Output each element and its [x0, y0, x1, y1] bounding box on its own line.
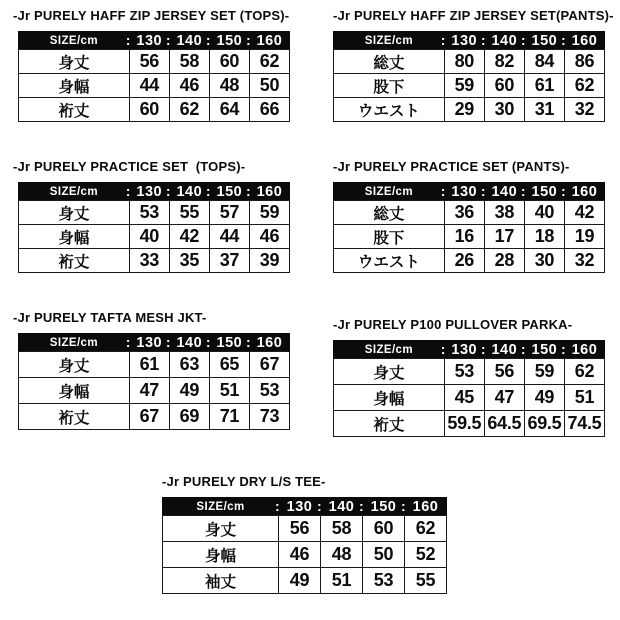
table-title: -Jr PURELY TAFTA MESH JKT-: [13, 310, 207, 325]
measurement-value-cell: 30: [484, 98, 524, 122]
size-unit-header: SIZE/cm: [334, 183, 445, 201]
size-col-header: [205, 31, 252, 50]
measurement-value-cell: 62: [404, 516, 446, 542]
measurement-value-cell: 61: [524, 74, 564, 98]
size-value: 150: [216, 32, 243, 49]
size-col-header: [560, 182, 604, 201]
table-row: [19, 225, 290, 249]
size-value: 160: [412, 498, 439, 515]
measurement-value-cell: 47: [129, 378, 169, 404]
measurement-label-cell: 身幅: [334, 385, 445, 411]
measurement-label-cell: 股下: [334, 74, 445, 98]
measurement-value-cell: 29: [444, 98, 484, 122]
measurement-value-cell: 48: [321, 542, 363, 568]
size-table-block-haff-zip-tops: [13, 8, 290, 122]
table-row: [163, 542, 447, 568]
table-row: [334, 385, 605, 411]
header-row: [19, 334, 290, 352]
size-col-header: [560, 31, 604, 50]
measurement-label-cell: 股下: [334, 225, 445, 249]
measurement-value-cell: 28: [484, 249, 524, 273]
measurement-value-cell: 73: [249, 404, 289, 430]
size-col-header: [165, 333, 212, 352]
table-row: [163, 516, 447, 542]
header-row: [19, 183, 290, 201]
size-col-header: [317, 497, 363, 516]
measurement-value-cell: 46: [279, 542, 321, 568]
table-row: [334, 98, 605, 122]
measurement-value-cell: 74.5: [564, 411, 604, 437]
measurement-value-cell: 64.5: [484, 411, 524, 437]
size-value: 150: [370, 498, 397, 515]
measurement-value-cell: 66: [249, 98, 289, 122]
colon-separator: :: [125, 31, 131, 48]
colon-separator: :: [440, 182, 446, 199]
measurement-value-cell: 42: [564, 201, 604, 225]
size-value: 160: [256, 32, 283, 49]
table-row: [19, 404, 290, 430]
table-row: [334, 359, 605, 385]
measurement-value-cell: 59.5: [444, 411, 484, 437]
colon-separator: :: [125, 182, 131, 199]
measurement-value-cell: 32: [564, 98, 604, 122]
colon-separator: :: [520, 182, 527, 199]
measurement-value-cell: 46: [169, 74, 209, 98]
size-table-block-practice-tops: [13, 159, 290, 273]
measurement-value-cell: 86: [564, 50, 604, 74]
measurement-value-cell: 58: [321, 516, 363, 542]
table-row: [19, 352, 290, 378]
colon-separator: :: [560, 340, 567, 357]
colon-separator: :: [125, 333, 131, 350]
table-title: -Jr PURELY PRACTICE SET (PANTS)-: [333, 159, 570, 174]
measurement-value-cell: 82: [484, 50, 524, 74]
measurement-value-cell: 62: [169, 98, 209, 122]
colon-separator: :: [560, 31, 567, 48]
measurement-value-cell: 30: [524, 249, 564, 273]
size-value: 130: [451, 32, 478, 49]
header-row: [163, 498, 447, 516]
measurement-value-cell: 31: [524, 98, 564, 122]
table-row: [19, 98, 290, 122]
measurement-value-cell: 51: [321, 568, 363, 594]
measurement-value-cell: 36: [444, 201, 484, 225]
colon-separator: :: [245, 31, 252, 48]
size-col-header: [205, 333, 252, 352]
measurement-value-cell: 62: [564, 74, 604, 98]
size-unit-header: SIZE/cm: [19, 183, 130, 201]
measurement-value-cell: 60: [484, 74, 524, 98]
measurement-label-cell: 身丈: [334, 359, 445, 385]
size-table-block-practice-pants: [328, 159, 605, 273]
size-col-header: [480, 182, 527, 201]
size-value: 130: [286, 498, 313, 515]
measurement-value-cell: 67: [129, 404, 169, 430]
measurement-value-cell: 69.5: [524, 411, 564, 437]
measurement-value-cell: 26: [444, 249, 484, 273]
size-col-header: [358, 497, 407, 516]
measurement-value-cell: 55: [404, 568, 446, 594]
measurement-value-cell: 53: [444, 359, 484, 385]
measurement-value-cell: 56: [484, 359, 524, 385]
header-row: [334, 32, 605, 50]
size-value: 130: [136, 334, 163, 351]
size-value: 130: [451, 183, 478, 200]
measurement-value-cell: 62: [564, 359, 604, 385]
measurement-value-cell: 33: [129, 249, 169, 273]
size-table-block-p100-pullover-parka: [328, 317, 605, 437]
measurement-value-cell: 40: [524, 201, 564, 225]
measurement-value-cell: 60: [129, 98, 169, 122]
measurement-label-cell: 身丈: [19, 50, 130, 74]
size-col-header: [125, 182, 169, 201]
measurement-value-cell: 84: [524, 50, 564, 74]
measurement-label-cell: 裄丈: [334, 411, 445, 437]
size-unit-header: SIZE/cm: [334, 32, 445, 50]
measurement-value-cell: 49: [524, 385, 564, 411]
measurement-value-cell: 58: [169, 50, 209, 74]
colon-separator: :: [520, 340, 527, 357]
measurement-value-cell: 42: [169, 225, 209, 249]
measurement-value-cell: 50: [249, 74, 289, 98]
size-col-header: [205, 182, 252, 201]
measurement-value-cell: 52: [404, 542, 446, 568]
measurement-value-cell: 56: [279, 516, 321, 542]
size-unit-header: SIZE/cm: [334, 341, 445, 359]
table-row: [334, 225, 605, 249]
measurement-value-cell: 49: [169, 378, 209, 404]
size-col-header: [440, 340, 484, 359]
size-col-header: [245, 182, 289, 201]
size-value: 130: [136, 183, 163, 200]
size-col-header: [440, 182, 484, 201]
measurement-value-cell: 55: [169, 201, 209, 225]
measurement-value-cell: 18: [524, 225, 564, 249]
measurement-value-cell: 63: [169, 352, 209, 378]
size-table-block-haff-zip-pants: [328, 8, 614, 122]
size-value: 150: [216, 183, 243, 200]
size-value: 150: [531, 183, 558, 200]
size-col-header: [520, 182, 567, 201]
measurement-value-cell: 38: [484, 201, 524, 225]
colon-separator: :: [275, 497, 281, 514]
table-row: [334, 411, 605, 437]
measurement-label-cell: 裄丈: [19, 98, 130, 122]
colon-separator: :: [205, 182, 212, 199]
header-row: [19, 32, 290, 50]
measurement-value-cell: 51: [564, 385, 604, 411]
measurement-value-cell: 47: [484, 385, 524, 411]
colon-separator: :: [245, 182, 252, 199]
colon-separator: :: [245, 333, 252, 350]
measurement-value-cell: 59: [444, 74, 484, 98]
size-value: 140: [491, 32, 518, 49]
size-table: [18, 333, 290, 430]
size-col-header: [520, 340, 567, 359]
size-col-header: [165, 182, 212, 201]
size-table: [18, 182, 290, 273]
size-col-header: [245, 31, 289, 50]
table-row: [334, 201, 605, 225]
colon-separator: :: [400, 497, 407, 514]
size-value: 160: [571, 32, 598, 49]
size-col-header: [125, 31, 169, 50]
size-table: [333, 182, 605, 273]
table-row: [19, 50, 290, 74]
size-col-header: [125, 333, 169, 352]
size-col-header: [275, 497, 321, 516]
size-value: 130: [451, 341, 478, 358]
measurement-value-cell: 62: [249, 50, 289, 74]
measurement-value-cell: 51: [209, 378, 249, 404]
measurement-label-cell: 身丈: [19, 352, 130, 378]
measurement-value-cell: 45: [444, 385, 484, 411]
measurement-value-cell: 39: [249, 249, 289, 273]
size-value: 160: [571, 341, 598, 358]
size-table: [333, 31, 605, 122]
measurement-value-cell: 35: [169, 249, 209, 273]
measurement-label-cell: 袖丈: [163, 568, 279, 594]
measurement-value-cell: 19: [564, 225, 604, 249]
colon-separator: :: [480, 340, 486, 357]
measurement-value-cell: 37: [209, 249, 249, 273]
measurement-value-cell: 60: [362, 516, 404, 542]
measurement-label-cell: 身幅: [19, 225, 130, 249]
colon-separator: :: [165, 333, 171, 350]
table-row: [19, 378, 290, 404]
measurement-value-cell: 57: [209, 201, 249, 225]
table-row: [334, 74, 605, 98]
size-value: 160: [256, 334, 283, 351]
size-col-header: [400, 497, 446, 516]
size-col-header: [480, 31, 527, 50]
colon-separator: :: [165, 182, 171, 199]
measurement-value-cell: 71: [209, 404, 249, 430]
size-value: 140: [491, 183, 518, 200]
measurement-value-cell: 80: [444, 50, 484, 74]
size-value: 140: [328, 498, 355, 515]
measurement-value-cell: 49: [279, 568, 321, 594]
colon-separator: :: [165, 31, 171, 48]
measurement-value-cell: 60: [209, 50, 249, 74]
table-title: -Jr PURELY HAFF ZIP JERSEY SET (TOPS)-: [13, 8, 290, 23]
measurement-label-cell: 総丈: [334, 50, 445, 74]
measurement-value-cell: 46: [249, 225, 289, 249]
measurement-value-cell: 59: [524, 359, 564, 385]
measurement-value-cell: 53: [249, 378, 289, 404]
table-row: [19, 201, 290, 225]
size-col-header: [480, 340, 527, 359]
colon-separator: :: [440, 340, 446, 357]
size-table: [18, 31, 290, 122]
table-title: -Jr PURELY PRACTICE SET (TOPS)-: [13, 159, 246, 174]
table-title: -Jr PURELY P100 PULLOVER PARKA-: [333, 317, 573, 332]
size-value: 140: [176, 183, 203, 200]
measurement-value-cell: 56: [129, 50, 169, 74]
size-value: 150: [531, 341, 558, 358]
measurement-value-cell: 50: [362, 542, 404, 568]
table-title: -Jr PURELY DRY L/S TEE-: [162, 474, 326, 489]
size-value: 150: [531, 32, 558, 49]
size-unit-header: SIZE/cm: [19, 334, 130, 352]
size-value: 150: [216, 334, 243, 351]
colon-separator: :: [317, 497, 323, 514]
colon-separator: :: [440, 31, 446, 48]
measurement-label-cell: ウエスト: [334, 249, 445, 273]
size-col-header: [560, 340, 604, 359]
size-table: [333, 340, 605, 437]
colon-separator: :: [480, 182, 486, 199]
table-row: [334, 50, 605, 74]
measurement-value-cell: 16: [444, 225, 484, 249]
table-title: -Jr PURELY HAFF ZIP JERSEY SET(PANTS)-: [333, 8, 614, 23]
colon-separator: :: [560, 182, 567, 199]
measurement-value-cell: 67: [249, 352, 289, 378]
header-row: [334, 183, 605, 201]
colon-separator: :: [480, 31, 486, 48]
measurement-value-cell: 65: [209, 352, 249, 378]
measurement-value-cell: 69: [169, 404, 209, 430]
size-value: 160: [256, 183, 283, 200]
measurement-value-cell: 59: [249, 201, 289, 225]
size-value: 140: [491, 341, 518, 358]
table-row: [163, 568, 447, 594]
measurement-label-cell: 身丈: [19, 201, 130, 225]
measurement-value-cell: 44: [129, 74, 169, 98]
measurement-label-cell: 身幅: [19, 74, 130, 98]
measurement-value-cell: 48: [209, 74, 249, 98]
size-value: 160: [571, 183, 598, 200]
size-table-block-dry-ls-tee: [162, 474, 447, 594]
table-row: [19, 249, 290, 273]
measurement-value-cell: 53: [129, 201, 169, 225]
colon-separator: :: [205, 31, 212, 48]
size-table: [162, 497, 447, 594]
measurement-value-cell: 44: [209, 225, 249, 249]
measurement-label-cell: 身幅: [163, 542, 279, 568]
measurement-label-cell: 裄丈: [19, 404, 130, 430]
colon-separator: :: [205, 333, 212, 350]
table-row: [334, 249, 605, 273]
measurement-value-cell: 40: [129, 225, 169, 249]
measurement-value-cell: 32: [564, 249, 604, 273]
size-col-header: [440, 31, 484, 50]
measurement-label-cell: 身幅: [19, 378, 130, 404]
table-row: [19, 74, 290, 98]
header-row: [334, 341, 605, 359]
colon-separator: :: [358, 497, 365, 514]
size-col-header: [520, 31, 567, 50]
measurement-label-cell: 総丈: [334, 201, 445, 225]
size-value: 140: [176, 334, 203, 351]
measurement-value-cell: 17: [484, 225, 524, 249]
size-unit-header: SIZE/cm: [19, 32, 130, 50]
size-col-header: [165, 31, 212, 50]
measurement-label-cell: 身丈: [163, 516, 279, 542]
measurement-value-cell: 53: [362, 568, 404, 594]
size-unit-header: SIZE/cm: [163, 498, 279, 516]
size-value: 130: [136, 32, 163, 49]
size-table-block-tafta-mesh-jkt: [13, 310, 290, 430]
colon-separator: :: [520, 31, 527, 48]
size-value: 140: [176, 32, 203, 49]
measurement-value-cell: 61: [129, 352, 169, 378]
measurement-label-cell: ウエスト: [334, 98, 445, 122]
measurement-value-cell: 64: [209, 98, 249, 122]
size-col-header: [245, 333, 289, 352]
measurement-label-cell: 裄丈: [19, 249, 130, 273]
